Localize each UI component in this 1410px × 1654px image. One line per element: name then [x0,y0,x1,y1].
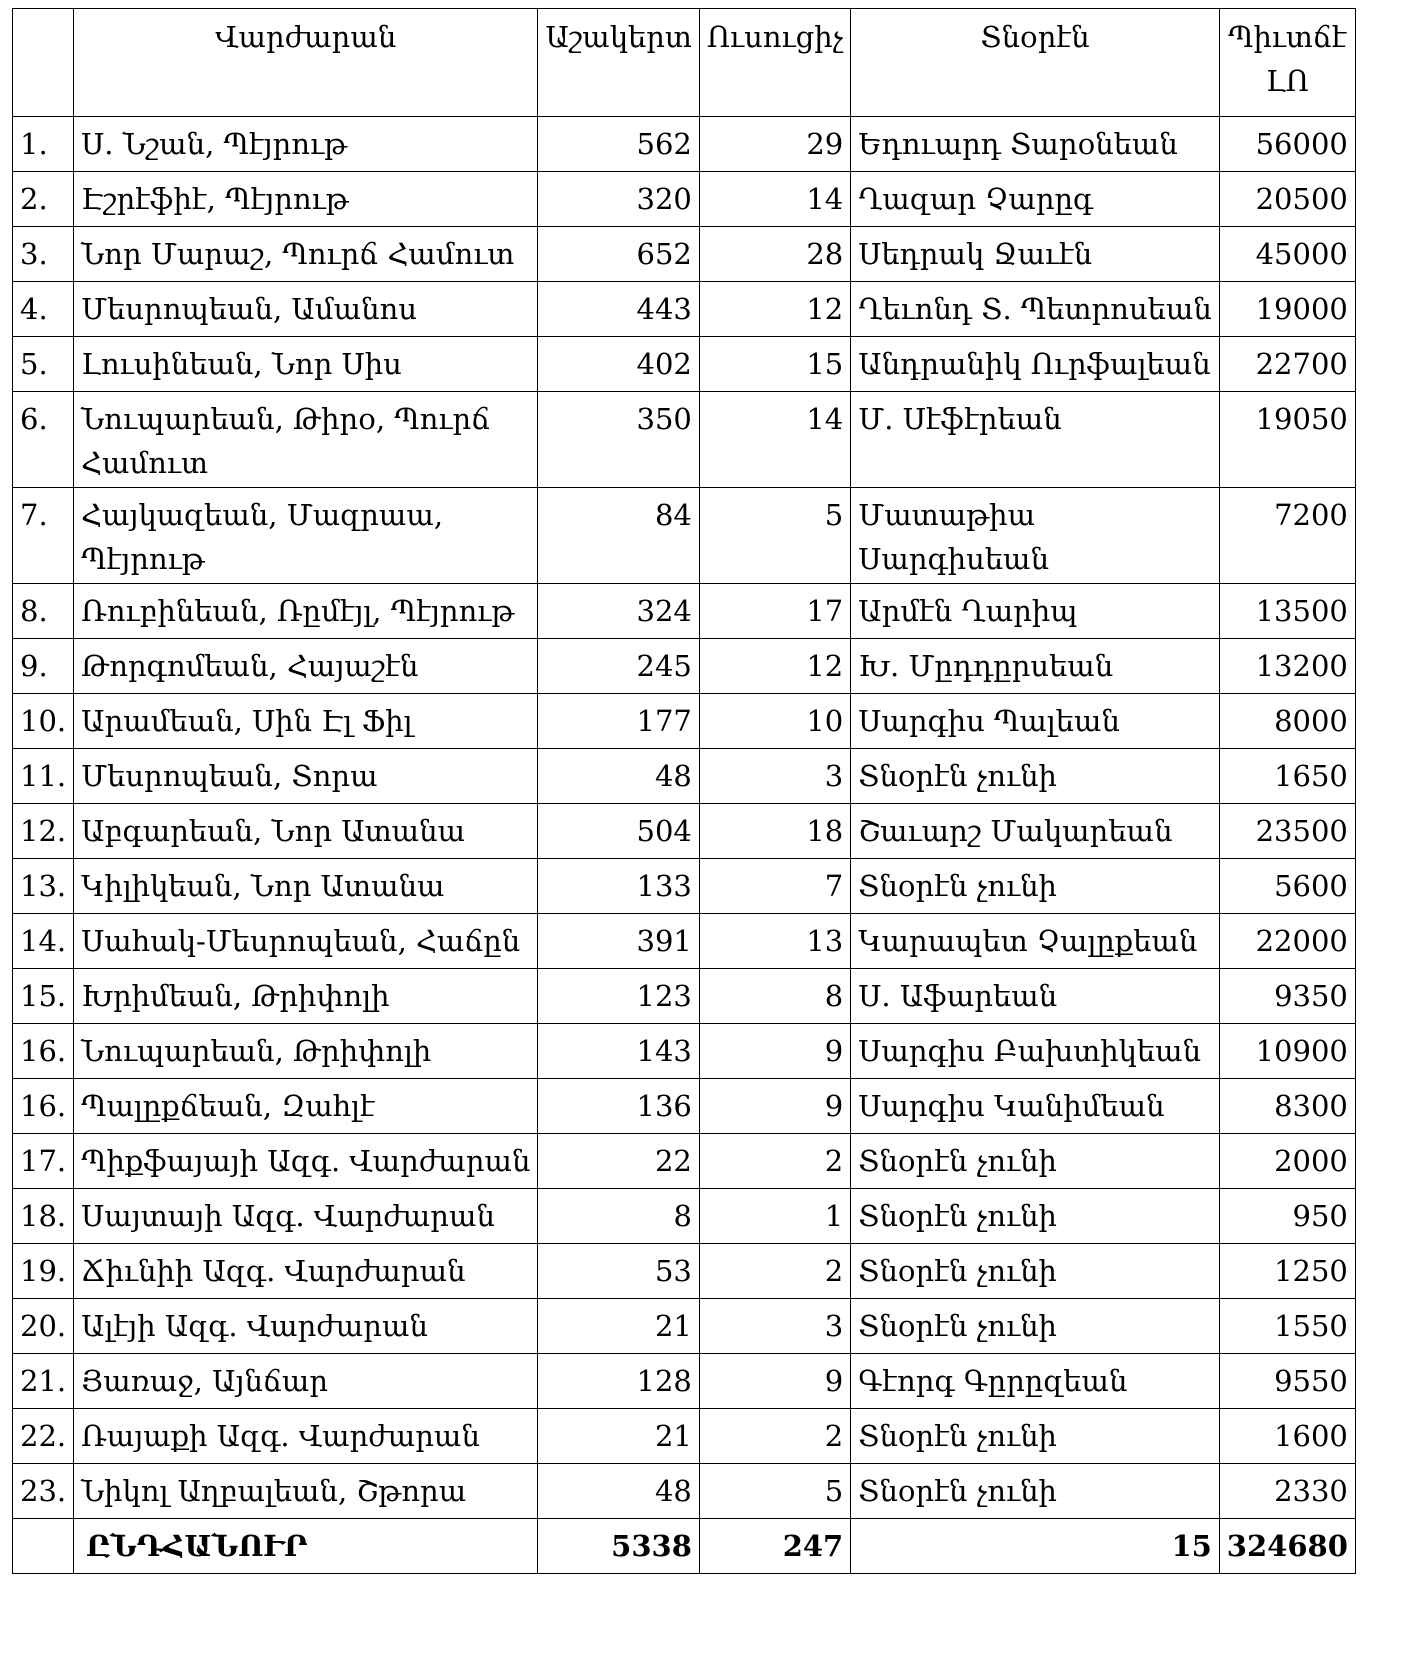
teachers-count: 5 [699,488,850,584]
students-count: 21 [538,1409,699,1464]
students-count: 562 [538,117,699,172]
director-name: Տնօրէն չունի [851,859,1220,914]
budget-value: 2330 [1219,1464,1355,1519]
table-row [13,804,1356,859]
row-index: 6. [13,392,74,488]
row-index: 16. [13,1079,74,1134]
table-row [13,694,1356,749]
school-name: Հայկազեան, Մազրաա, Պէյրութ [74,488,538,584]
budget-value: 22000 [1219,914,1355,969]
teachers-count: 29 [699,117,850,172]
row-index: 5. [13,337,74,392]
total-label: ԸՆԴՀԱՆՈՒՐ [74,1519,538,1574]
table-row [13,227,1356,282]
row-index: 13. [13,859,74,914]
row-index: 12. [13,804,74,859]
budget-value: 56000 [1219,117,1355,172]
budget-value: 1600 [1219,1409,1355,1464]
director-name: Մատաթիա Սարգիսեան [851,488,1220,584]
table-row [13,117,1356,172]
header-index [13,9,74,117]
director-name: Մ. Սէֆէրեան [851,392,1220,488]
director-name: Տնօրէն չունի [851,1464,1220,1519]
students-count: 21 [538,1299,699,1354]
total-teachers: 247 [699,1519,850,1574]
school-name: Կիլիկեան, Նոր Ատանա [74,859,538,914]
school-name: Նիկոլ Աղբալեան, Շթորա [74,1464,538,1519]
school-name: Ճիւնիի Ազգ. Վարժարան [74,1244,538,1299]
row-index: 17. [13,1134,74,1189]
total-directors: 15 [851,1519,1220,1574]
director-name: Սեդրակ Ջաւէն [851,227,1220,282]
school-name: Սահակ-Մեսրոպեան, Հաճըն [74,914,538,969]
students-count: 391 [538,914,699,969]
school-name: Սայտայի Ազգ. Վարժարան [74,1189,538,1244]
table-body [13,117,1356,1574]
school-name: Պիքֆայայի Ազգ. Վարժարան [74,1134,538,1189]
budget-value: 13500 [1219,584,1355,639]
school-name: Ալէյի Ազգ. Վարժարան [74,1299,538,1354]
table-row [13,1079,1356,1134]
director-name: Ղազար Չարըգ [851,172,1220,227]
total-index [13,1519,74,1574]
table-row [13,488,1356,584]
director-name: Տնօրէն չունի [851,1134,1220,1189]
row-index: 16. [13,1024,74,1079]
row-index: 11. [13,749,74,804]
school-name: Արամեան, Սին Էլ Ֆիլ [74,694,538,749]
school-name: Ս. Նշան, Պէյրութ [74,117,538,172]
row-index: 14. [13,914,74,969]
table-row [13,392,1356,488]
row-index: 3. [13,227,74,282]
students-count: 22 [538,1134,699,1189]
budget-value: 950 [1219,1189,1355,1244]
director-name: Սարգիս Կանիմեան [851,1079,1220,1134]
budget-value: 7200 [1219,488,1355,584]
header-row [13,9,1356,117]
school-name: Նուպարեան, Թիրօ, Պուրճ Համուտ [74,392,538,488]
table-row [13,914,1356,969]
row-index: 2. [13,172,74,227]
total-budget: 324680 [1219,1519,1355,1574]
school-name: Լուսինեան, Նոր Սիս [74,337,538,392]
students-count: 350 [538,392,699,488]
budget-value: 22700 [1219,337,1355,392]
school-name: Մեսրոպեան, Ամանոս [74,282,538,337]
header-school: Վարժարան [74,9,538,117]
students-count: 48 [538,749,699,804]
total-students: 5338 [538,1519,699,1574]
director-name: Ս. Աֆարեան [851,969,1220,1024]
teachers-count: 12 [699,282,850,337]
table-row [13,749,1356,804]
students-count: 84 [538,488,699,584]
director-name: Ղեւոնդ Տ. Պետրոսեան [851,282,1220,337]
director-name: Սարգիս Բախտիկեան [851,1024,1220,1079]
school-name: Թորգոմեան, Հայաշէն [74,639,538,694]
teachers-count: 2 [699,1244,850,1299]
teachers-count: 15 [699,337,850,392]
total-row [13,1519,1356,1574]
students-count: 8 [538,1189,699,1244]
budget-value: 1550 [1219,1299,1355,1354]
students-count: 48 [538,1464,699,1519]
school-name: Մեսրոպեան, Տորա [74,749,538,804]
students-count: 123 [538,969,699,1024]
school-name: Ռայաքի Ազգ. Վարժարան [74,1409,538,1464]
table-row [13,969,1356,1024]
teachers-count: 9 [699,1024,850,1079]
director-name: Տնօրէն չունի [851,1244,1220,1299]
table-row [13,1354,1356,1409]
students-count: 143 [538,1024,699,1079]
table-row [13,337,1356,392]
budget-value: 13200 [1219,639,1355,694]
table-row [13,1464,1356,1519]
row-index: 21. [13,1354,74,1409]
school-name: Խրիմեան, Թրիփոլի [74,969,538,1024]
table-row [13,1189,1356,1244]
students-count: 128 [538,1354,699,1409]
row-index: 15. [13,969,74,1024]
row-index: 1. [13,117,74,172]
budget-value: 9550 [1219,1354,1355,1409]
teachers-count: 3 [699,749,850,804]
students-count: 402 [538,337,699,392]
students-count: 324 [538,584,699,639]
school-name: Յառաջ, Այնճար [74,1354,538,1409]
director-name: Խ. Մըդդըրսեան [851,639,1220,694]
row-index: 23. [13,1464,74,1519]
director-name: Գէորգ Գըրըզեան [851,1354,1220,1409]
header-budget: Պիւտճէ ԼՈ [1219,9,1355,117]
table-row [13,1024,1356,1079]
header-students: Աշակերտ [538,9,699,117]
students-count: 245 [538,639,699,694]
teachers-count: 8 [699,969,850,1024]
teachers-count: 7 [699,859,850,914]
school-name: Աբգարեան, Նոր Ատանա [74,804,538,859]
table-row [13,282,1356,337]
row-index: 19. [13,1244,74,1299]
table-row [13,1299,1356,1354]
students-count: 53 [538,1244,699,1299]
header-teachers: Ուսուցիչ [699,9,850,117]
school-name: Ռուբինեան, Ռըմէյլ, Պէյրութ [74,584,538,639]
table-row [13,639,1356,694]
budget-value: 1250 [1219,1244,1355,1299]
budget-value: 19000 [1219,282,1355,337]
budget-value: 2000 [1219,1134,1355,1189]
table-row [13,1409,1356,1464]
director-name: Արմէն Ղարիպ [851,584,1220,639]
table-row [13,1244,1356,1299]
school-name: Նուպարեան, Թրիփոլի [74,1024,538,1079]
row-index: 22. [13,1409,74,1464]
budget-value: 9350 [1219,969,1355,1024]
budget-value: 1650 [1219,749,1355,804]
header-director: Տնօրէն [851,9,1220,117]
director-name: Սարգիս Պալեան [851,694,1220,749]
teachers-count: 2 [699,1134,850,1189]
students-count: 177 [538,694,699,749]
row-index: 4. [13,282,74,337]
teachers-count: 13 [699,914,850,969]
teachers-count: 9 [699,1079,850,1134]
budget-value: 5600 [1219,859,1355,914]
director-name: Տնօրէն չունի [851,1299,1220,1354]
table-row [13,584,1356,639]
students-count: 133 [538,859,699,914]
budget-value: 8000 [1219,694,1355,749]
director-name: Շաւարշ Մակարեան [851,804,1220,859]
school-name: Նոր Մարաշ, Պուրճ Համուտ [74,227,538,282]
row-index: 10. [13,694,74,749]
director-name: Տնօրէն չունի [851,1189,1220,1244]
students-count: 136 [538,1079,699,1134]
teachers-count: 28 [699,227,850,282]
teachers-count: 3 [699,1299,850,1354]
row-index: 8. [13,584,74,639]
row-index: 18. [13,1189,74,1244]
teachers-count: 12 [699,639,850,694]
school-name: Պալըքճեան, Զահլէ [74,1079,538,1134]
budget-value: 23500 [1219,804,1355,859]
school-name: Էշրէֆիէ, Պէյրութ [74,172,538,227]
students-count: 504 [538,804,699,859]
row-index: 9. [13,639,74,694]
table-row [13,1134,1356,1189]
teachers-count: 14 [699,172,850,227]
budget-value: 19050 [1219,392,1355,488]
teachers-count: 5 [699,1464,850,1519]
students-count: 443 [538,282,699,337]
table-row [13,172,1356,227]
director-name: Անդրանիկ Ուրֆալեան [851,337,1220,392]
director-name: Տնօրէն չունի [851,749,1220,804]
teachers-count: 18 [699,804,850,859]
teachers-count: 17 [699,584,850,639]
director-name: Եդուարդ Տարօնեան [851,117,1220,172]
teachers-count: 10 [699,694,850,749]
students-count: 320 [538,172,699,227]
director-name: Կարապետ Չալըքեան [851,914,1220,969]
schools-table [12,8,1356,1574]
budget-value: 45000 [1219,227,1355,282]
teachers-count: 9 [699,1354,850,1409]
row-index: 7. [13,488,74,584]
director-name: Տնօրէն չունի [851,1409,1220,1464]
budget-value: 10900 [1219,1024,1355,1079]
table-row [13,859,1356,914]
teachers-count: 2 [699,1409,850,1464]
teachers-count: 1 [699,1189,850,1244]
row-index: 20. [13,1299,74,1354]
students-count: 652 [538,227,699,282]
budget-value: 20500 [1219,172,1355,227]
teachers-count: 14 [699,392,850,488]
budget-value: 8300 [1219,1079,1355,1134]
